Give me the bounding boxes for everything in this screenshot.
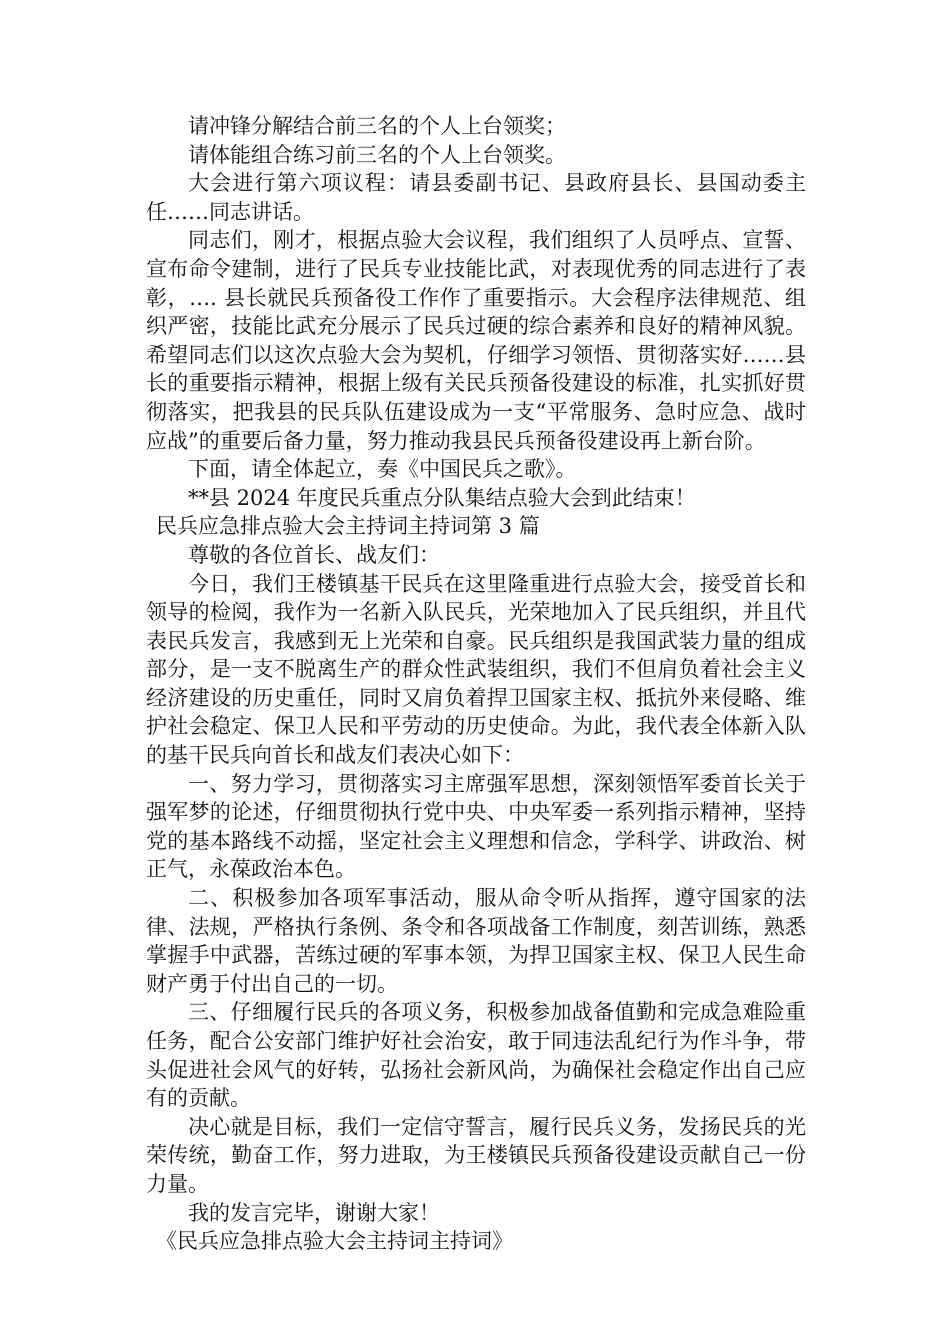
thanks-line: 我的发言完毕，谢谢大家！: [188, 1200, 440, 1225]
document-body: [146, 112, 806, 1256]
section-title: 民兵应急排点验大会主持词主持词第 3 篇: [156, 514, 540, 539]
anthem-line: 下面，请全体起立，奏《中国民兵之歌》。: [188, 457, 577, 482]
pledge-one: 一、努力学习，贯彻落实习主席强军思想，深刻领悟军委首长关于强军梦的论述，仔细贯彻执行党中央、中央军委一系列指示精神，坚持党的基本路线不动摇，坚定社会主义理想和信念，学科学、讲政治、树正气，永葆政治本色。: [146, 771, 806, 882]
salutation: 尊敬的各位首长、战友们：: [188, 542, 440, 567]
agenda-item-six: 大会进行第六项议程：请县委副书记、县政府县长、县国动委主任……同志讲话。: [146, 171, 806, 224]
speech-paragraph: 同志们，刚才，根据点验大会议程，我们组织了人员呼点、宣誓、宣布命令建制，进行了民兵专业技能比武，对表现优秀的同志进行了表彰，…. 县长就民兵预备役工作作了重要指示。大会程序法律规范、组织严密，技能比武充分展示了民兵过硬的综合素养和良好的精神风貌。希望同志们以这次点验大会为契机，仔细学习领悟、贯彻落实好……县长的重要指示精神，根据上级有关民兵预备役建设的标准，扎实抓好贯彻落实，把我县的民兵队伍建设成为一支“平常服务、急时应急、战时应战”的重要后备力量，努力推动我县民兵预备役建设再上新台阶。: [146, 228, 806, 453]
award-line-1: 请冲锋分解结合前三名的个人上台领奖；: [188, 114, 566, 138]
closing-line: **县 2024 年度民兵重点分队集结点验大会到此结束！: [188, 485, 696, 510]
award-line-2: 请体能组合练习前三名的个人上台领奖。: [188, 142, 566, 167]
resolution-paragraph: 决心就是目标，我们一定信守誓言，履行民兵义务，发扬民兵的光荣传统，勤奋工作，努力进取，为王楼镇民兵预备役建设贡献自己一份力量。: [146, 1114, 806, 1196]
intro-paragraph: 今日，我们王楼镇基干民兵在这里隆重进行点验大会，接受首长和领导的检阅，我作为一名新入队民兵，光荣地加入了民兵组织，并且代表民兵发言，我感到无上光荣和自豪。民兵组织是我国武装力量的组成部分，是一支不脱离生产的群众性武装组织，我们不但肩负着社会主义经济建设的历史重任，同时又肩负着捍卫国家主权、抵抗外来侵略、维护社会稳定、保卫人民和平劳动的历史使命。为此，我代表全体新入队的基干民兵向首长和战友们表决心如下：: [146, 571, 806, 768]
document-footer-title: 《民兵应急排点验大会主持词主持词》: [156, 1229, 513, 1254]
pledge-two: 二、积极参加各项军事活动，服从命令听从指挥，遵守国家的法律、法规，严格执行条例、条令和各项战备工作制度，刻苦训练，熟悉掌握手中武器，苦练过硬的军事本领，为捍卫国家主权、保卫人民生命财产勇于付出自己的一切。: [146, 886, 806, 996]
pledge-three: 三、仔细履行民兵的各项义务，积极参加战备值勤和完成急难险重任务，配合公安部门维护好社会治安，敢于同违法乱纪行为作斗争，带头促进社会风气的好转，弘扬社会新风尚，为确保社会稳定作出自己应有的贡献。: [146, 1000, 806, 1111]
